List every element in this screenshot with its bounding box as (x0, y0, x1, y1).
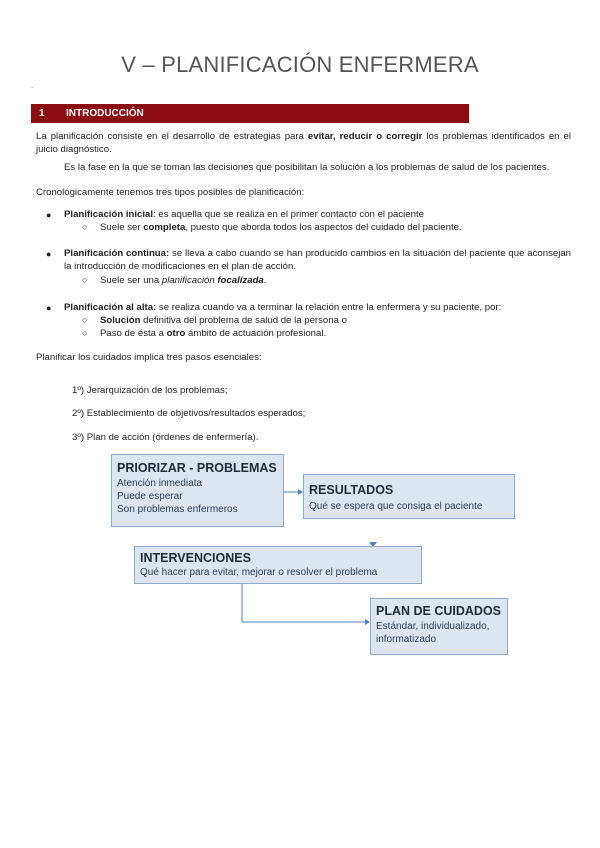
box-priorizar-line: Atención inmediata (117, 478, 203, 489)
sub-bullet-icon: ○ (82, 315, 88, 325)
section-number: 1 (39, 108, 45, 119)
box-plan-title: PLAN DE CUIDADOS (376, 604, 502, 618)
sub-text-post: . (263, 275, 267, 286)
sub-text-post: , puesto que aborda todos los aspectos del cuidado del paciente. (185, 222, 462, 233)
box-resultados-title: RESULTADOS (309, 483, 394, 497)
step-item: 1º) Jerarquización de los problemas; (72, 385, 228, 396)
connector-intervenciones-plan (242, 584, 365, 622)
step-item: 3º) Plan de acción (órdenes de enfermería). (72, 432, 259, 443)
sub-text-bold: Solución (100, 315, 141, 326)
type-continuous-desc: se lleva a cabo cuando se han producido cambios en la situación del paciente que aconsejan la introducción de modificaciones en el plan de acción. (64, 248, 572, 272)
sub-text-bold: otro (166, 328, 186, 339)
sub-bullet-icon: ○ (82, 275, 88, 285)
type-initial-desc: : es aquella que se realiza en el primer contacto con el paciente (153, 209, 424, 220)
steps-intro: Planificar los cuidados implica tres pasos esenciales: (36, 352, 262, 363)
sub-bullet-icon: ○ (82, 222, 88, 232)
phase-paragraph: Es la fase en la que se toman las decisiones que posibilitan la solución a los problemas de salud de los pacientes. (64, 162, 550, 173)
section-label: INTRODUCCIÓN (66, 108, 144, 119)
sub-text-italic: planificación (161, 275, 218, 286)
paragraph-marker: . (31, 81, 34, 90)
box-intervenciones-line: Qué hacer para evitar, mejorar o resolver el problema (140, 567, 378, 578)
intro-text-pre: La planificación consiste en el desarrollo de estrategias para (36, 131, 308, 142)
box-plan-line: Estándar, individualizado, (376, 621, 490, 632)
box-priorizar-line: Son problemas enfermeros (117, 504, 238, 515)
box-intervenciones-title: INTERVENCIONES (140, 551, 251, 565)
box-resultados-line: Qué se espera que consiga el paciente (309, 501, 483, 512)
sub-text-pre: Paso de ésta a (100, 328, 167, 339)
box-plan-line: informatizado (376, 634, 437, 645)
intro-text-bold: evitar, reducir o corregir (307, 131, 423, 142)
bullet-icon: ● (46, 303, 52, 313)
type-discharge-desc: se realiza cuando va a terminar la relación entre la enfermera y su paciente, por: (156, 302, 502, 313)
box-plan (370, 598, 508, 655)
type-continuous-name: Planificación continua: (64, 248, 170, 259)
bullet-icon: ● (46, 249, 52, 259)
sub-text-pre: Suele ser (100, 222, 144, 233)
box-resultados (303, 474, 515, 519)
type-discharge-name: Planificación al alta: (64, 302, 157, 313)
box-intervenciones (134, 546, 422, 584)
page-title: V – PLANIFICACIÓN ENFERMERA (121, 52, 479, 77)
sub-text-post: definitiva del problema de salud de la persona o (140, 315, 347, 326)
type-initial-name: Planificación inicial (64, 209, 154, 220)
sub-text-post: ámbito de actuación profesional. (185, 328, 327, 339)
box-priorizar (111, 454, 284, 527)
box-priorizar-title: PRIORIZAR - PROBLEMAS (117, 461, 277, 475)
step-item: 2º) Establecimiento de objetivos/resultados esperados; (72, 408, 306, 419)
bullet-icon: ● (46, 210, 52, 220)
sub-text-pre: Suele ser una (100, 275, 162, 286)
intro-text-post: los problemas identificados en el juicio diagnóstico. (36, 131, 572, 155)
chrono-paragraph: Cronológicamente tenemos tres tipos posibles de planificación: (36, 187, 305, 198)
sub-text-bold-italic: focalizada (217, 275, 264, 286)
sub-bullet-icon: ○ (82, 328, 88, 338)
box-priorizar-line: Puede esperar (117, 491, 183, 502)
sub-text-bold: completa (143, 222, 186, 233)
